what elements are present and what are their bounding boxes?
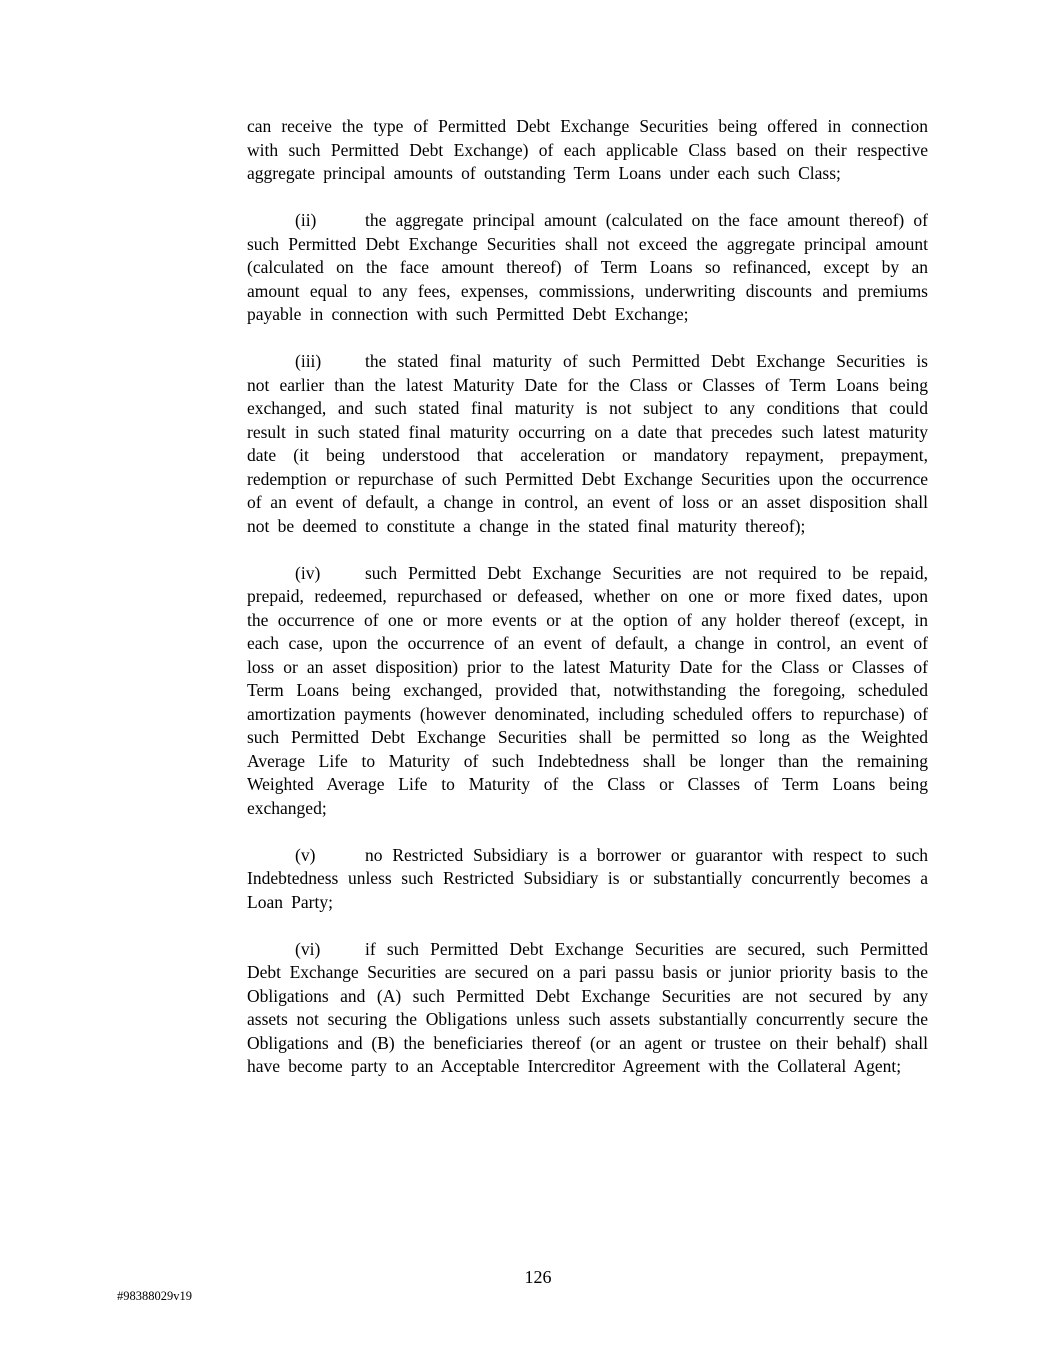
clause-label: (vi) [295,938,321,959]
paragraph-text: such Permitted Debt Exchange Securities are not required to be repaid, prepaid, redeemed, repurchased or defeased, whether on one or more fixed dates, upon the occurrence of one or more events or at the option of any holder thereof (except, in each case, upon the occurrence of an event of default, a change in control, an event of loss or an asset disposition) prior to the latest Maturity Date for the Class or Classes of Term Loans being exchanged, provided that, notwithstanding the foregoing, scheduled amortization payments (however denominated, including scheduled offers to repurchase) of such Permitted Debt Exchange Securities shall be permitted so long as the Weighted Average Life to Maturity of such Indebtedness shall be longer than the remaining Weighted Average Life to Maturity of the Class or Classes of Term Loans being exchanged; [247,562,928,818]
paragraph-text: can receive the type of Permitted Debt Exchange Securities being offered in connection with such Permitted Debt Exchange) of each applicable Class based on their respective aggregate principal amounts of outstanding Term Loans under each such Class; [247,116,928,183]
paragraph-text: no Restricted Subsidiary is a borrower or guarantor with respect to such Indebtedness unless such Restricted Subsidiary is or substantially concurrently becomes a Loan Party; [247,844,928,912]
paragraph-text: the stated final maturity of such Permitted Debt Exchange Securities is not earlier than the latest Maturity Date for the Class or Classes of Term Loans being exchanged, and such stated final maturity is not subject to any conditions that could result in such stated final maturity occurring on a date that precedes such latest maturity date (it being understood that acceleration or mandatory repayment, prepayment, redemption or repurchase of such Permitted Debt Exchange Securities upon the occurrence of an event of default, a change in control, an event of loss or an asset disposition shall not be deemed to constitute a change in the stated final maturity thereof); [247,351,928,536]
page-number: 126 [524,1267,552,1287]
document-body [247,115,928,1102]
clause-iv [247,562,928,821]
clause-iii [247,350,928,538]
paragraph-continuation [247,115,928,186]
clause-ii [247,209,928,327]
clause-label: (v) [295,844,316,865]
clause-label: (iii) [295,351,322,371]
clause-vi [247,938,928,1079]
paragraph-text: the aggregate principal amount (calculated on the face amount thereof) of such Permitted Debt Exchange Securities shall not exceed the aggregate principal amount (calculated on the face amount thereof) of Term Loans so refinanced, except by an amount equal to any fees, expenses, commissions, underwriting discounts and premiums payable in connection with such Permitted Debt Exchange; [247,210,928,324]
clause-label: (ii) [295,210,317,230]
paragraph-text: if such Permitted Debt Exchange Securities are secured, such Permitted Debt Exchange Securities are secured on a pari passu basis or junior priority basis to the Obligations and (A) such Permitted Debt Exchange Securities are not secured by any assets not securing the Obligations unless such assets substantially concurrently secure the Obligations and (B) the beneficiaries thereof (or an agent or trustee on their behalf) shall have become party to an Acceptable Intercreditor Agreement with the Collateral Agent; [247,938,928,1076]
clause-v [247,844,928,915]
document-reference-number: #98388029v19 [117,1289,192,1303]
clause-label: (iv) [295,562,321,583]
